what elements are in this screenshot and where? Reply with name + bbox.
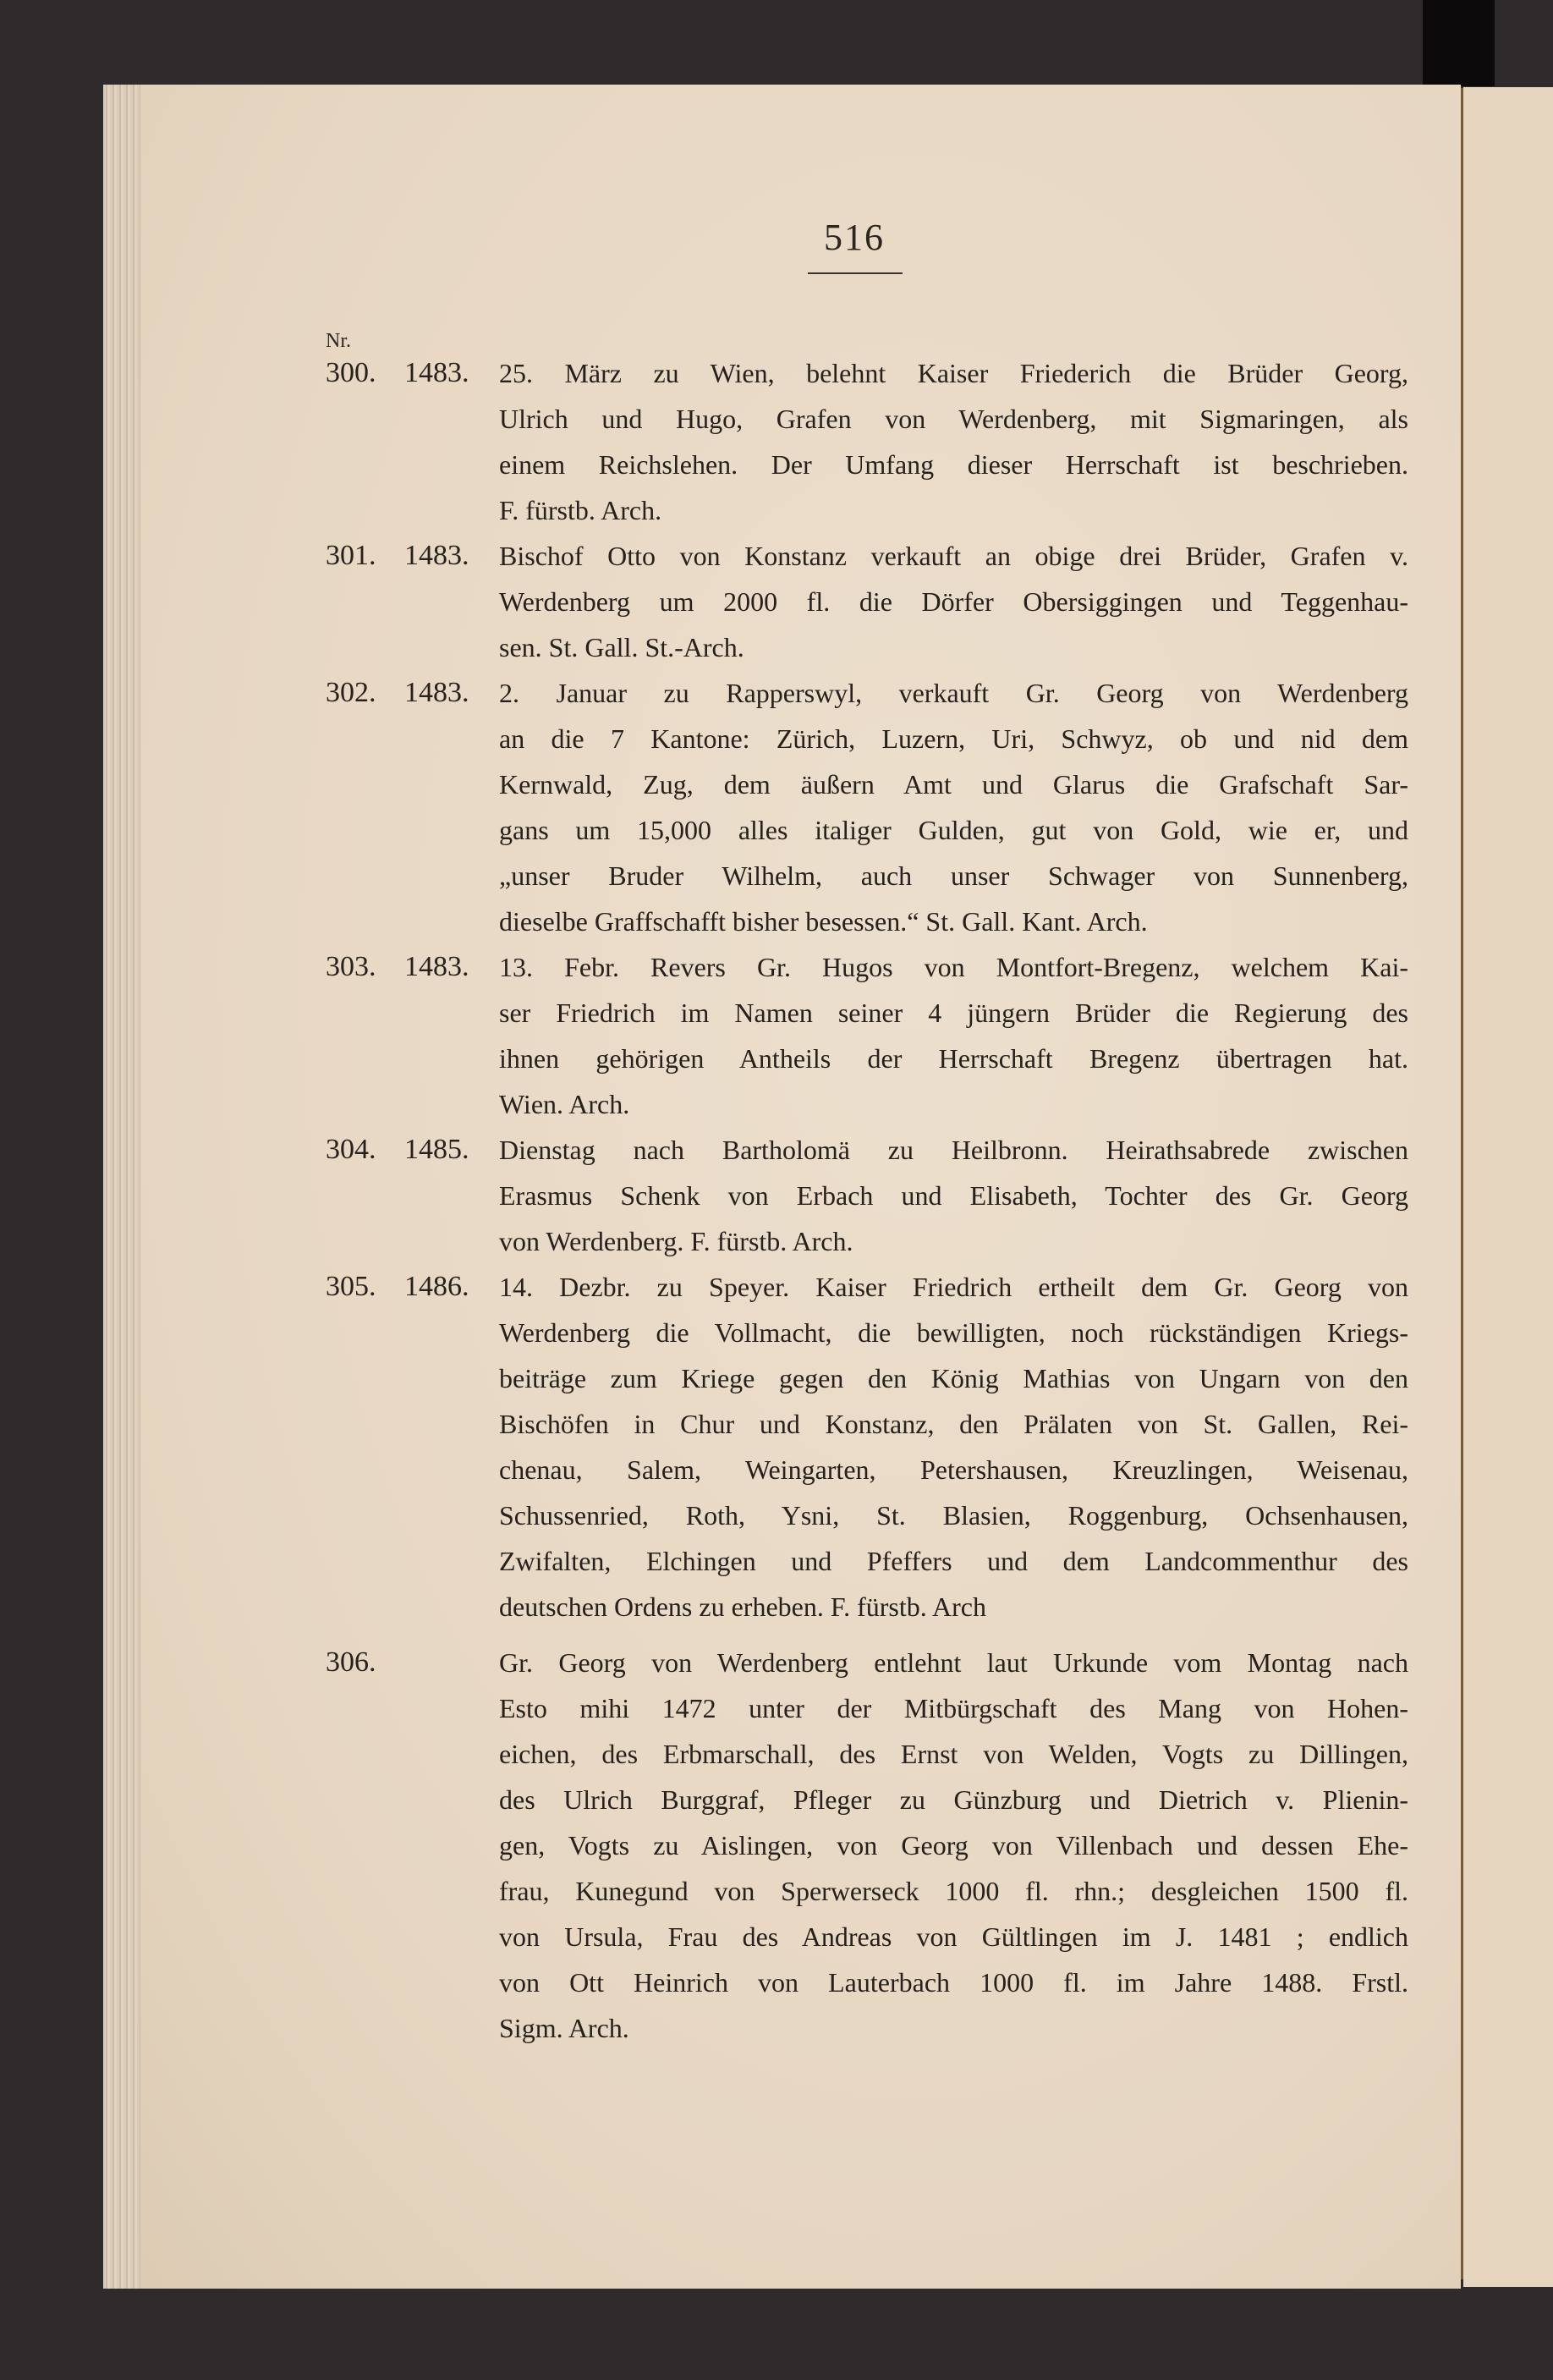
text-line: 2. Januar zu Rapperswyl, verkauft Gr. Georg von Werdenberg <box>499 678 1408 708</box>
entry-text <box>499 1640 1408 2051</box>
text-line: 25. März zu Wien, belehnt Kaiser Friederich die Brüder Georg, <box>499 358 1408 388</box>
entry-year: 1483. <box>404 357 469 388</box>
text-line: Werdenberg die Vollmacht, die bewilligten, noch rückständigen Kriegs- <box>499 1317 1408 1348</box>
entry-year: 1486. <box>404 1271 469 1302</box>
text-line: ser Friedrich im Namen seiner 4 jüngern Brüder die Regierung des <box>499 998 1408 1028</box>
entry-text <box>499 350 1408 533</box>
page-edges <box>103 85 140 2289</box>
text-line: Gr. Georg von Werdenberg entlehnt laut Urkunde vom Montag nach <box>499 1647 1408 1678</box>
text-line: gans um 15,000 alles italiger Gulden, gut von Gold, wie er, und <box>499 815 1408 845</box>
entry-text <box>499 670 1408 944</box>
text-line: Ulrich und Hugo, Grafen von Werdenberg, mit Sigmaringen, als <box>499 404 1408 434</box>
text-line: gen, Vogts zu Aislingen, von Georg von Villenbach und dessen Ehe- <box>499 1830 1408 1861</box>
text-line: Schussenried, Roth, Ysni, St. Blasien, Roggenburg, Ochsenhausen, <box>499 1500 1408 1531</box>
text-line: chenau, Salem, Weingarten, Petershausen, Kreuzlingen, Weisenau, <box>499 1454 1408 1485</box>
entry-year: 1483. <box>404 677 469 708</box>
entry-number: 304. <box>326 1134 376 1165</box>
text-line: Erasmus Schenk von Erbach und Elisabeth, Tochter des Gr. Georg <box>499 1180 1408 1211</box>
number-column-label: Nr. <box>326 330 351 352</box>
text-line: 13. Febr. Revers Gr. Hugos von Montfort-Bregenz, welchem Kai- <box>499 952 1408 982</box>
entry-text <box>499 944 1408 1127</box>
text-line: Wien. Arch. <box>499 1089 630 1119</box>
text-line: „unser Bruder Wilhelm, auch unser Schwager von Sunnenberg, <box>499 860 1408 891</box>
text-line: des Ulrich Burggraf, Pfleger zu Günzburg und Dietrich v. Plienin- <box>499 1784 1408 1815</box>
text-line: F. fürstb. Arch. <box>499 495 662 525</box>
document-entry <box>326 350 1408 533</box>
text-line: Zwifalten, Elchingen und Pfeffers und dem Landcommenthur des <box>499 1546 1408 1576</box>
page-number: 516 <box>824 217 885 258</box>
text-line: von Ursula, Frau des Andreas von Gültlingen im J. 1481 ; endlich <box>499 1921 1408 1952</box>
document-entry <box>326 670 1408 944</box>
text-line: deutschen Ordens zu erheben. F. fürstb. Arch <box>499 1591 986 1622</box>
text-line: ihnen gehörigen Antheils der Herrschaft Bregenz übertragen hat. <box>499 1043 1408 1074</box>
document-entry <box>326 1127 1408 1264</box>
entry-year: 1483. <box>404 951 469 982</box>
header-rule <box>808 272 903 274</box>
document-entry <box>326 944 1408 1127</box>
document-entry <box>326 1640 1408 2051</box>
scanner-background-strip <box>1423 0 1495 86</box>
entry-year <box>404 1640 499 2051</box>
entry-number: 306. <box>326 1646 376 1678</box>
text-line: 14. Dezbr. zu Speyer. Kaiser Friedrich ertheilt dem Gr. Georg von <box>499 1272 1408 1302</box>
text-line: frau, Kunegund von Sperwerseck 1000 fl. rhn.; desgleichen 1500 fl. <box>499 1876 1408 1906</box>
document-entry <box>326 533 1408 670</box>
facing-page-edge <box>1463 87 1553 2287</box>
entry-text <box>499 533 1408 670</box>
entry-number: 302. <box>326 677 376 708</box>
text-line: von Werdenberg. F. fürstb. Arch. <box>499 1226 853 1256</box>
text-line: von Ott Heinrich von Lauterbach 1000 fl. im Jahre 1488. Frstl. <box>499 1967 1408 1998</box>
text-line: Kernwald, Zug, dem äußern Amt und Glarus die Grafschaft Sar- <box>499 769 1408 800</box>
text-line: Bischöfen in Chur und Konstanz, den Prälaten von St. Gallen, Rei- <box>499 1409 1408 1439</box>
document-entry <box>326 1264 1408 1630</box>
text-line: Sigm. Arch. <box>499 2013 629 2043</box>
entry-number: 305. <box>326 1271 376 1302</box>
text-line: Esto mihi 1472 unter der Mitbürgschaft des Mang von Hohen- <box>499 1693 1408 1723</box>
entry-text <box>499 1127 1408 1264</box>
text-line: Dienstag nach Bartholomä zu Heilbronn. Heirathsabrede zwischen <box>499 1135 1408 1165</box>
document-body <box>326 350 1408 2051</box>
entry-year: 1483. <box>404 540 469 571</box>
text-line: sen. St. Gall. St.-Arch. <box>499 632 744 662</box>
entry-text <box>499 1264 1408 1630</box>
entry-number: 300. <box>326 357 376 388</box>
text-line: an die 7 Kantone: Zürich, Luzern, Uri, Schwyz, ob und nid dem <box>499 723 1408 754</box>
entry-number: 303. <box>326 951 376 982</box>
text-line: eichen, des Erbmarschall, des Ernst von Welden, Vogts zu Dillingen, <box>499 1739 1408 1769</box>
text-line: beiträge zum Kriege gegen den König Mathias von Ungarn von den <box>499 1363 1408 1393</box>
text-line: Werdenberg um 2000 fl. die Dörfer Obersiggingen und Teggenhau- <box>499 586 1408 617</box>
entry-number: 301. <box>326 540 376 571</box>
entry-year: 1485. <box>404 1134 469 1165</box>
text-line: einem Reichslehen. Der Umfang dieser Herrschaft ist beschrieben. <box>499 449 1408 480</box>
text-line: dieselbe Graffschafft bisher besessen.“ St. Gall. Kant. Arch. <box>499 906 1148 937</box>
text-line: Bischof Otto von Konstanz verkauft an obige drei Brüder, Grafen v. <box>499 541 1408 571</box>
